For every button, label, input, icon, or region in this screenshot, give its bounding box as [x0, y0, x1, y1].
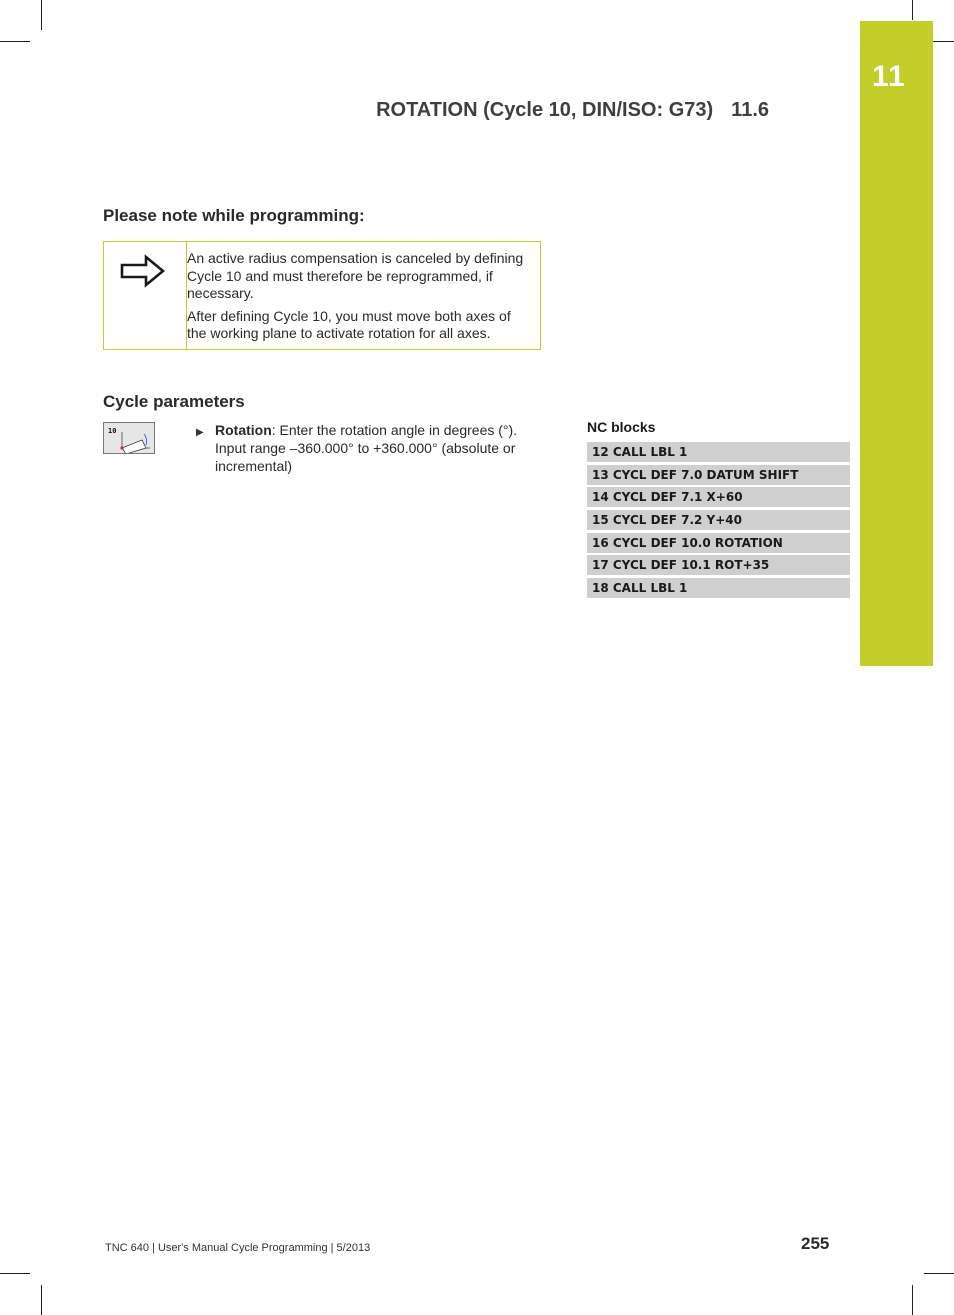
chapter-tab: [860, 21, 933, 666]
note-text: [187, 250, 532, 348]
nc-block-row: 16 CYCL DEF 10.0 ROTATION: [587, 533, 850, 553]
header-section: 11.6: [731, 99, 769, 121]
softkey-label: 10: [108, 427, 117, 435]
crop-mark: [912, 1285, 913, 1315]
parameter-description: : Enter the rotation angle in degrees (°). Input range –360.000° to +360.000° (absolute or incremental): [215, 422, 518, 474]
crop-mark: [924, 1273, 954, 1274]
cycle-parameters-heading: Cycle parameters: [103, 392, 245, 411]
nc-block-row: 18 CALL LBL 1: [587, 578, 850, 598]
nc-block-row: 15 CYCL DEF 7.2 Y+40: [587, 510, 850, 530]
header-title: ROTATION (Cycle 10, DIN/ISO: G73): [376, 99, 714, 121]
parameter-rotation: [196, 421, 541, 475]
page-number: 255: [801, 1234, 830, 1253]
nc-block-row: 17 CYCL DEF 10.1 ROT+35: [587, 555, 850, 575]
nc-block-row: 13 CYCL DEF 7.0 DATUM SHIFT: [587, 465, 850, 485]
crop-mark: [41, 0, 42, 30]
crop-mark: [912, 0, 913, 20]
crop-mark: [41, 1285, 42, 1315]
cycle-10-softkey[interactable]: [103, 422, 155, 454]
bullet-triangle-icon: ▶: [196, 427, 204, 438]
nc-blocks-table: [587, 442, 850, 601]
note-paragraph: After defining Cycle 10, you must move both axes of the working plane to activate rotation for all axes.: [187, 307, 511, 341]
crop-mark: [0, 1273, 30, 1274]
note-icon-cell: [104, 242, 187, 349]
rotation-softkey-icon: [104, 423, 154, 453]
nc-block-row: 12 CALL LBL 1: [587, 442, 850, 462]
page-header: [376, 99, 769, 122]
parameter-name: Rotation: [215, 422, 272, 438]
note-paragraph: An active radius compensation is canceled by defining Cycle 10 and must therefore be reprogrammed, if necessary.: [187, 250, 524, 301]
footer-text: TNC 640 | User's Manual Cycle Programming | 5/2013: [105, 1242, 371, 1254]
nc-blocks-title: NC blocks: [587, 419, 656, 435]
note-box: [103, 241, 541, 350]
note-heading: Please note while programming:: [103, 206, 365, 225]
chapter-number: 11: [872, 60, 906, 93]
arrow-right-icon: [120, 254, 166, 288]
parameter-text: [215, 421, 541, 475]
nc-block-row: 14 CYCL DEF 7.1 X+60: [587, 487, 850, 507]
crop-mark: [0, 41, 30, 42]
